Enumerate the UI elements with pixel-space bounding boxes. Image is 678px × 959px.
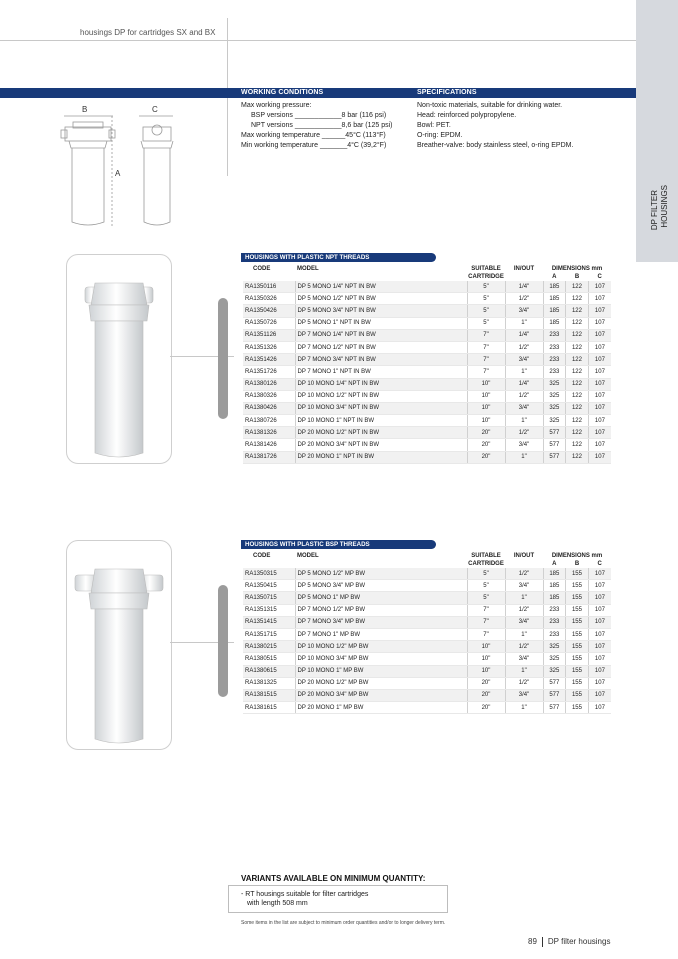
cell-code: RA1350426 — [243, 305, 295, 317]
cell-inout: 1" — [505, 415, 543, 427]
cell-code: RA1351415 — [243, 616, 295, 628]
cell-dim-c: 107 — [588, 580, 611, 592]
cell-cartridge: 5" — [467, 281, 505, 293]
bsp-table — [243, 552, 611, 714]
spec-line: Head: reinforced polypropylene. — [417, 112, 517, 119]
cell-dim-c: 107 — [588, 378, 611, 390]
npt-table — [243, 265, 611, 464]
cell-dim-c: 107 — [588, 616, 611, 628]
cell-cartridge: 5" — [467, 592, 505, 604]
table-row — [243, 329, 611, 341]
table-row — [243, 415, 611, 427]
cell-dim-a: 185 — [543, 293, 566, 305]
cell-cartridge: 20" — [467, 677, 505, 689]
cell-code: RA1381326 — [243, 427, 295, 439]
cell-model: DP 7 MONO 3/4" NPT IN BW — [295, 354, 467, 366]
table-row — [243, 641, 611, 653]
cell-dim-c: 107 — [588, 689, 611, 701]
cell-inout: 1/2" — [505, 341, 543, 353]
table-row — [243, 305, 611, 317]
cell-dim-c: 107 — [588, 329, 611, 341]
cell-inout: 1/4" — [505, 378, 543, 390]
table-row — [243, 378, 611, 390]
cell-code: RA1381515 — [243, 689, 295, 701]
cell-dim-a: 325 — [543, 665, 566, 677]
cell-code: RA1351126 — [243, 329, 295, 341]
cell-cartridge: 10" — [467, 641, 505, 653]
cell-dim-a: 233 — [543, 616, 566, 628]
cell-dim-a: 325 — [543, 378, 566, 390]
cell-inout: 1/2" — [505, 390, 543, 402]
cell-cartridge: 10" — [467, 415, 505, 427]
cell-dim-b: 155 — [566, 677, 589, 689]
cell-code: RA1351315 — [243, 604, 295, 616]
cell-inout: 3/4" — [505, 402, 543, 414]
table-row — [243, 677, 611, 689]
table-row — [243, 402, 611, 414]
cell-code: RA1380326 — [243, 390, 295, 402]
cell-code: RA1381325 — [243, 677, 295, 689]
cell-inout: 1" — [505, 628, 543, 640]
variants-line: with length 508 mm — [247, 900, 308, 907]
bsp-table-title: HOUSINGS WITH PLASTIC BSP THREADS — [245, 541, 370, 548]
cell-inout: 1" — [505, 665, 543, 677]
cell-inout: 1" — [505, 592, 543, 604]
side-tab-line1: DP FILTER — [650, 190, 659, 231]
bsp-housing-photo — [66, 540, 172, 750]
cell-dim-b: 122 — [566, 390, 589, 402]
row-group-bar — [218, 585, 228, 697]
cell-dim-b: 155 — [566, 568, 589, 580]
cell-dim-c: 107 — [588, 665, 611, 677]
cell-code: RA1350715 — [243, 592, 295, 604]
cell-inout: 3/4" — [505, 653, 543, 665]
cell-model: DP 5 MONO 1" NPT IN BW — [295, 317, 467, 329]
footnote: Some items in the list are subject to minimum order quantities and/or to longer delivery term. — [241, 920, 446, 926]
working-conditions — [241, 101, 393, 151]
col-code: CODE — [253, 266, 271, 272]
cell-dim-b: 155 — [566, 653, 589, 665]
cell-cartridge: 20" — [467, 427, 505, 439]
cell-dim-c: 107 — [588, 427, 611, 439]
table-row — [243, 592, 611, 604]
cell-inout: 3/4" — [505, 689, 543, 701]
cell-code: RA1351326 — [243, 341, 295, 353]
dimension-label-c: C — [152, 105, 158, 114]
section-side-tab — [636, 0, 678, 262]
cell-inout: 1/2" — [505, 604, 543, 616]
spec-line: Bowl: PET. — [417, 122, 451, 129]
cell-inout: 3/4" — [505, 354, 543, 366]
cell-code: RA1381726 — [243, 451, 295, 463]
table-row — [243, 702, 611, 714]
spec-line: Breather-valve: body stainless steel, o-ring EPDM. — [417, 142, 574, 149]
cell-dim-b: 122 — [566, 451, 589, 463]
cell-dim-b: 122 — [566, 281, 589, 293]
cell-dim-b: 122 — [566, 305, 589, 317]
cell-inout: 1/2" — [505, 293, 543, 305]
cell-code: RA1351726 — [243, 366, 295, 378]
side-tab-line2: HOUSINGS — [660, 185, 669, 228]
cell-cartridge: 7" — [467, 616, 505, 628]
cell-model: DP 20 MONO 1" NPT IN BW — [295, 451, 467, 463]
working-conditions-title: WORKING CONDITIONS — [241, 89, 324, 96]
col-b: B — [574, 274, 580, 280]
cell-cartridge: 10" — [467, 378, 505, 390]
cell-dim-a: 185 — [543, 281, 566, 293]
cell-cartridge: 5" — [467, 317, 505, 329]
cell-code: RA1350116 — [243, 281, 295, 293]
cell-model: DP 5 MONO 3/4" NPT IN BW — [295, 305, 467, 317]
cell-dim-b: 122 — [566, 378, 589, 390]
cell-dim-a: 185 — [543, 592, 566, 604]
dimension-label-b: B — [82, 105, 88, 114]
cell-dim-c: 107 — [588, 451, 611, 463]
cell-inout: 1/2" — [505, 641, 543, 653]
cell-model: DP 20 MONO 3/4" NPT IN BW — [295, 439, 467, 451]
cell-cartridge: 7" — [467, 354, 505, 366]
cell-inout: 1/4" — [505, 281, 543, 293]
cell-cartridge: 10" — [467, 402, 505, 414]
filter-housing-icon — [67, 541, 171, 749]
cell-dim-b: 122 — [566, 354, 589, 366]
cell-cartridge: 5" — [467, 568, 505, 580]
cell-dim-b: 122 — [566, 402, 589, 414]
cell-code: RA1350415 — [243, 580, 295, 592]
col-c: C — [597, 561, 602, 567]
cell-model: DP 7 MONO 1" NPT IN BW — [295, 366, 467, 378]
cell-model: DP 10 MONO 1" MP BW — [295, 665, 467, 677]
col-dimensions: DIMENSIONS mm — [551, 553, 603, 559]
cell-inout: 1/4" — [505, 329, 543, 341]
cell-cartridge: 5" — [467, 293, 505, 305]
variants-title: VARIANTS AVAILABLE ON MINIMUM QUANTITY: — [241, 874, 426, 883]
col-suitable: SUITABLE — [471, 266, 501, 272]
cell-model: DP 7 MONO 1" MP BW — [295, 628, 467, 640]
cell-dim-b: 155 — [566, 628, 589, 640]
specifications — [417, 101, 573, 151]
cell-dim-b: 155 — [566, 641, 589, 653]
cell-dim-c: 107 — [588, 568, 611, 580]
cell-model: DP 10 MONO 3/4" MP BW — [295, 653, 467, 665]
cell-inout: 3/4" — [505, 305, 543, 317]
cell-model: DP 20 MONO 1/2" NPT IN BW — [295, 427, 467, 439]
cell-dim-b: 122 — [566, 439, 589, 451]
cell-dim-c: 107 — [588, 293, 611, 305]
filter-housing-icon — [67, 255, 171, 463]
cell-dim-b: 122 — [566, 317, 589, 329]
cell-dim-a: 185 — [543, 317, 566, 329]
cell-model: DP 10 MONO 1/2" MP BW — [295, 641, 467, 653]
cell-inout: 3/4" — [505, 580, 543, 592]
cell-code: RA1380615 — [243, 665, 295, 677]
cell-model: DP 5 MONO 1/2" MP BW — [295, 568, 467, 580]
cell-dim-c: 107 — [588, 390, 611, 402]
cell-dim-b: 122 — [566, 427, 589, 439]
cell-cartridge: 5" — [467, 305, 505, 317]
cell-dim-b: 155 — [566, 616, 589, 628]
page-number: 89 — [528, 937, 537, 947]
col-dimensions: DIMENSIONS mm — [551, 266, 603, 272]
table-row — [243, 568, 611, 580]
cell-cartridge: 10" — [467, 653, 505, 665]
bsp-table-title-bar — [241, 540, 436, 549]
cell-dim-a: 233 — [543, 628, 566, 640]
cell-dim-a: 577 — [543, 451, 566, 463]
cell-dim-a: 577 — [543, 439, 566, 451]
cell-code: RA1380126 — [243, 378, 295, 390]
cell-dim-c: 107 — [588, 677, 611, 689]
specifications-title: SPECIFICATIONS — [417, 89, 477, 96]
cell-code: RA1350326 — [243, 293, 295, 305]
cell-cartridge: 5" — [467, 580, 505, 592]
cell-dim-b: 155 — [566, 665, 589, 677]
cell-model: DP 7 MONO 1/2" MP BW — [295, 604, 467, 616]
cell-cartridge: 10" — [467, 390, 505, 402]
cell-dim-c: 107 — [588, 341, 611, 353]
cell-dim-c: 107 — [588, 439, 611, 451]
conditions-title-bar — [0, 88, 636, 98]
cell-model: DP 5 MONO 1/4" NPT IN BW — [295, 281, 467, 293]
cell-model: DP 20 MONO 1/2" MP BW — [295, 677, 467, 689]
table-row — [243, 580, 611, 592]
cell-dim-a: 577 — [543, 689, 566, 701]
condition-line: BSP versions ____________8 bar (116 psi) — [251, 112, 387, 119]
cell-dim-a: 577 — [543, 677, 566, 689]
page-footer — [528, 937, 610, 947]
dimension-diagram — [55, 100, 195, 230]
cell-dim-b: 155 — [566, 689, 589, 701]
cell-dim-c: 107 — [588, 366, 611, 378]
col-a: A — [552, 561, 557, 567]
cell-dim-c: 107 — [588, 592, 611, 604]
cell-dim-b: 122 — [566, 341, 589, 353]
cell-cartridge: 7" — [467, 604, 505, 616]
cell-model: DP 5 MONO 1" MP BW — [295, 592, 467, 604]
cell-dim-b: 155 — [566, 592, 589, 604]
table-row — [243, 354, 611, 366]
dimension-label-a: A — [115, 169, 121, 178]
cell-dim-b: 122 — [566, 415, 589, 427]
cell-dim-c: 107 — [588, 415, 611, 427]
header-divider — [0, 40, 636, 41]
col-c: C — [597, 274, 602, 280]
cell-cartridge: 20" — [467, 439, 505, 451]
cell-dim-c: 107 — [588, 702, 611, 714]
cell-dim-a: 185 — [543, 580, 566, 592]
cell-inout: 1/2" — [505, 568, 543, 580]
cell-model: DP 5 MONO 3/4" MP BW — [295, 580, 467, 592]
cell-dim-c: 107 — [588, 305, 611, 317]
cell-dim-a: 325 — [543, 402, 566, 414]
cell-code: RA1381426 — [243, 439, 295, 451]
cell-cartridge: 10" — [467, 665, 505, 677]
npt-table-title: HOUSINGS WITH PLASTIC NPT THREADS — [245, 254, 370, 261]
cell-dim-b: 155 — [566, 702, 589, 714]
cell-code: RA1380726 — [243, 415, 295, 427]
condition-line: Max working temperature ______45°C (113°F) — [241, 132, 386, 139]
variants-box — [228, 885, 448, 913]
cell-code: RA1380426 — [243, 402, 295, 414]
table-row — [243, 317, 611, 329]
cell-dim-a: 325 — [543, 415, 566, 427]
npt-table-title-bar — [241, 253, 436, 262]
cell-dim-c: 107 — [588, 281, 611, 293]
col-a: A — [552, 274, 557, 280]
cell-dim-a: 325 — [543, 390, 566, 402]
cell-cartridge: 7" — [467, 366, 505, 378]
col-code: CODE — [253, 553, 271, 559]
cell-model: DP 10 MONO 3/4" NPT IN BW — [295, 402, 467, 414]
table-row — [243, 439, 611, 451]
cell-dim-c: 107 — [588, 317, 611, 329]
col-inout: IN/OUT — [513, 553, 535, 559]
cell-dim-c: 107 — [588, 354, 611, 366]
cell-dim-c: 107 — [588, 604, 611, 616]
condition-line: Max working pressure: — [241, 102, 312, 109]
col-model: MODEL — [297, 266, 319, 272]
cell-code: RA1350726 — [243, 317, 295, 329]
table-row — [243, 341, 611, 353]
cell-dim-a: 233 — [543, 341, 566, 353]
table-row — [243, 451, 611, 463]
cell-dim-b: 122 — [566, 293, 589, 305]
cell-dim-b: 155 — [566, 604, 589, 616]
row-group-bar — [218, 298, 228, 419]
cell-dim-b: 122 — [566, 366, 589, 378]
cell-cartridge: 7" — [467, 329, 505, 341]
footer-section: DP filter housings — [547, 937, 611, 947]
cell-inout: 1" — [505, 317, 543, 329]
col-model: MODEL — [297, 553, 319, 559]
col-b: B — [574, 561, 580, 567]
cell-model: DP 20 MONO 3/4" MP BW — [295, 689, 467, 701]
cell-model: DP 7 MONO 1/2" NPT IN BW — [295, 341, 467, 353]
cell-cartridge: 20" — [467, 689, 505, 701]
cell-model: DP 10 MONO 1/2" NPT IN BW — [295, 390, 467, 402]
footer-separator — [542, 937, 543, 947]
cell-dim-a: 233 — [543, 354, 566, 366]
cell-code: RA1380515 — [243, 653, 295, 665]
cell-inout: 1/2" — [505, 677, 543, 689]
table-row — [243, 390, 611, 402]
npt-housing-photo — [66, 254, 172, 464]
table-row — [243, 689, 611, 701]
table-row — [243, 281, 611, 293]
variants-line: - RT housings suitable for filter cartridges — [241, 891, 369, 898]
table-row — [243, 604, 611, 616]
condition-line: Min working temperature _______4°C (39,2°F) — [241, 142, 387, 149]
cell-code: RA1351426 — [243, 354, 295, 366]
cell-cartridge: 7" — [467, 341, 505, 353]
condition-line: NPT versions ____________8,6 bar (125 psi) — [251, 122, 393, 129]
col-suitable: SUITABLE — [471, 553, 501, 559]
cell-model: DP 10 MONO 1/4" NPT IN BW — [295, 378, 467, 390]
cell-model: DP 5 MONO 1/2" NPT IN BW — [295, 293, 467, 305]
cell-model: DP 7 MONO 3/4" MP BW — [295, 616, 467, 628]
table-row — [243, 427, 611, 439]
cell-inout: 1/2" — [505, 427, 543, 439]
col-inout: IN/OUT — [513, 266, 535, 272]
cell-cartridge: 20" — [467, 451, 505, 463]
cell-cartridge: 20" — [467, 702, 505, 714]
table-row — [243, 616, 611, 628]
cell-dim-a: 185 — [543, 305, 566, 317]
cell-dim-b: 155 — [566, 580, 589, 592]
cell-dim-c: 107 — [588, 653, 611, 665]
cell-code: RA1350315 — [243, 568, 295, 580]
table-row — [243, 628, 611, 640]
table-row — [243, 366, 611, 378]
cell-dim-c: 107 — [588, 402, 611, 414]
cell-inout: 3/4" — [505, 616, 543, 628]
col-cartridge: CARTRIDGE — [468, 274, 504, 280]
cell-dim-b: 122 — [566, 329, 589, 341]
cell-code: RA1381615 — [243, 702, 295, 714]
cell-dim-a: 325 — [543, 653, 566, 665]
cell-dim-a: 185 — [543, 568, 566, 580]
spec-line: O-ring: EPDM. — [417, 132, 463, 139]
cell-dim-c: 107 — [588, 628, 611, 640]
cell-dim-a: 233 — [543, 366, 566, 378]
running-header: housings DP for cartridges SX and BX — [80, 28, 216, 37]
cell-model: DP 10 MONO 1" NPT IN BW — [295, 415, 467, 427]
cell-dim-a: 577 — [543, 702, 566, 714]
table-row — [243, 665, 611, 677]
cell-cartridge: 7" — [467, 628, 505, 640]
cell-inout: 3/4" — [505, 439, 543, 451]
cell-dim-a: 233 — [543, 604, 566, 616]
table-row — [243, 293, 611, 305]
col-cartridge: CARTRIDGE — [468, 561, 504, 567]
spec-line: Non-toxic materials, suitable for drinking water. — [417, 102, 563, 109]
cell-dim-a: 325 — [543, 641, 566, 653]
cell-model: DP 7 MONO 1/4" NPT IN BW — [295, 329, 467, 341]
cell-code: RA1351715 — [243, 628, 295, 640]
table-row — [243, 653, 611, 665]
cell-inout: 1" — [505, 702, 543, 714]
cell-dim-c: 107 — [588, 641, 611, 653]
cell-inout: 1" — [505, 451, 543, 463]
cell-dim-a: 233 — [543, 329, 566, 341]
cell-code: RA1380215 — [243, 641, 295, 653]
cell-model: DP 20 MONO 1" MP BW — [295, 702, 467, 714]
cell-inout: 1" — [505, 366, 543, 378]
cell-dim-a: 577 — [543, 427, 566, 439]
